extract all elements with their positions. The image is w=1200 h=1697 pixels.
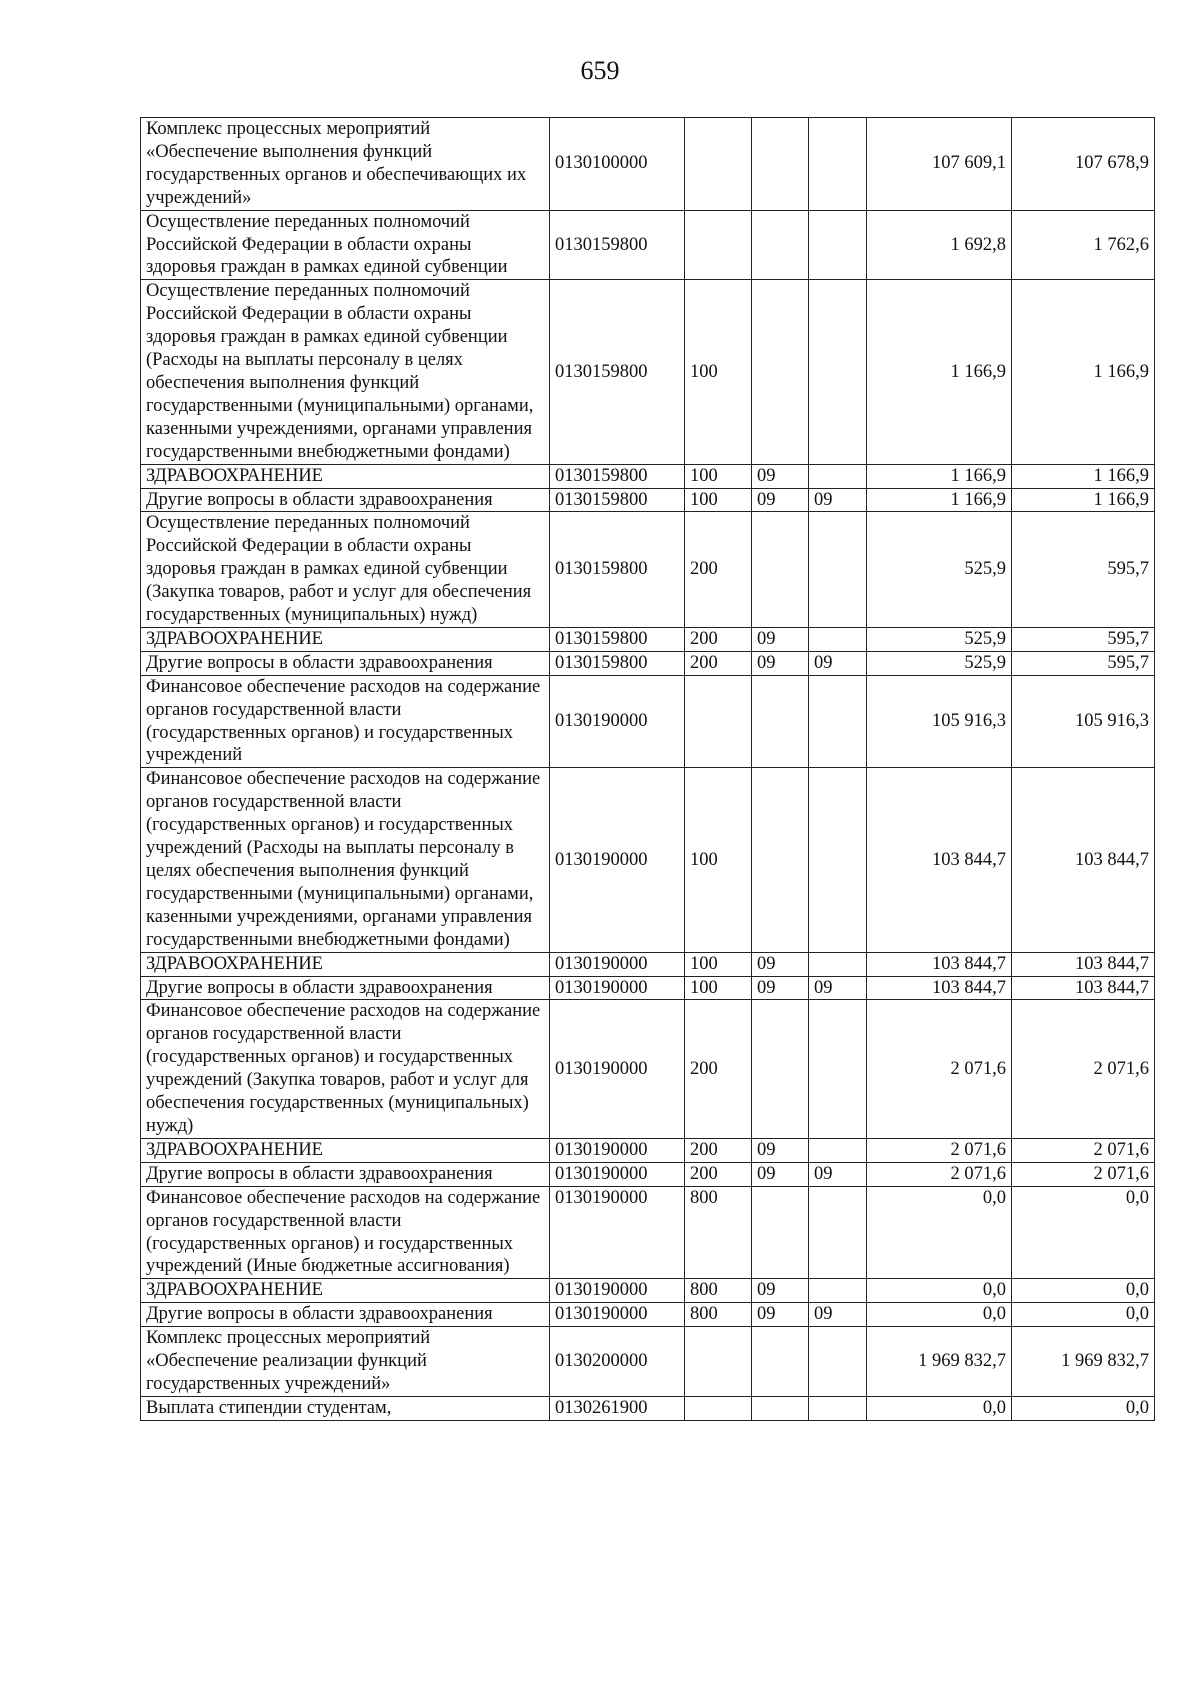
amount-year1-cell: 0,0 (867, 1303, 1012, 1327)
subsection-cell (809, 512, 867, 628)
amount-year1-cell: 1 166,9 (867, 488, 1012, 512)
expense-type-cell: 100 (685, 280, 752, 464)
expense-type-cell: 100 (685, 976, 752, 1000)
amount-year2-cell: 595,7 (1012, 651, 1155, 675)
target-article-cell: 0130159800 (550, 210, 685, 280)
amount-year1-cell: 525,9 (867, 651, 1012, 675)
table-row (141, 1138, 1155, 1162)
row-name-cell: ЗДРАВООХРАНЕНИЕ (141, 952, 550, 976)
amount-year2-cell: 107 678,9 (1012, 118, 1155, 211)
table-row (141, 512, 1155, 628)
amount-year2-cell: 105 916,3 (1012, 675, 1155, 768)
subsection-cell: 09 (809, 651, 867, 675)
amount-year1-cell: 525,9 (867, 627, 1012, 651)
row-name-cell: Финансовое обеспечение расходов на содержание органов государственной власти (государственных органов) и государственных учреждений (Иные бюджетные ассигнования) (141, 1186, 550, 1279)
section-cell: 09 (752, 488, 809, 512)
target-article-cell: 0130190000 (550, 1186, 685, 1279)
row-name-cell: Выплата стипендии студентам, (141, 1396, 550, 1420)
table-row (141, 952, 1155, 976)
subsection-cell (809, 1138, 867, 1162)
target-article-cell: 0130159800 (550, 488, 685, 512)
table-row (141, 464, 1155, 488)
amount-year1-cell: 107 609,1 (867, 118, 1012, 211)
row-name-cell: Осуществление переданных полномочий Российской Федерации в области охраны здоровья граждан в рамках единой субвенции (141, 210, 550, 280)
table-row (141, 675, 1155, 768)
amount-year1-cell: 103 844,7 (867, 768, 1012, 952)
section-cell: 09 (752, 1162, 809, 1186)
amount-year1-cell: 1 166,9 (867, 280, 1012, 464)
section-cell: 09 (752, 1138, 809, 1162)
expense-type-cell: 200 (685, 1138, 752, 1162)
section-cell: 09 (752, 1303, 809, 1327)
row-name-cell: Комплекс процессных мероприятий «Обеспечение выполнения функций государственных органов и обеспечивающих их учреждений» (141, 118, 550, 211)
table-row (141, 280, 1155, 464)
row-name-cell: ЗДРАВООХРАНЕНИЕ (141, 1138, 550, 1162)
amount-year1-cell: 0,0 (867, 1396, 1012, 1420)
subsection-cell: 09 (809, 488, 867, 512)
amount-year2-cell: 595,7 (1012, 512, 1155, 628)
section-cell (752, 768, 809, 952)
amount-year2-cell: 1 969 832,7 (1012, 1327, 1155, 1397)
target-article-cell: 0130190000 (550, 768, 685, 952)
subsection-cell (809, 118, 867, 211)
row-name-cell: Другие вопросы в области здравоохранения (141, 1303, 550, 1327)
subsection-cell (809, 675, 867, 768)
section-cell (752, 1396, 809, 1420)
target-article-cell: 0130159800 (550, 627, 685, 651)
expense-type-cell (685, 675, 752, 768)
row-name-cell: Комплекс процессных мероприятий «Обеспечение реализации функций государственных учреждений» (141, 1327, 550, 1397)
row-name-cell: Финансовое обеспечение расходов на содержание органов государственной власти (государственных органов) и государственных учреждений (Расходы на выплаты персоналу в целях обеспечения выполнения функций государственными (муниципальными) органами, казенными учреждениями, органами управления государственными внебюджетными фондами) (141, 768, 550, 952)
expense-type-cell: 100 (685, 488, 752, 512)
target-article-cell: 0130190000 (550, 1279, 685, 1303)
amount-year1-cell: 2 071,6 (867, 1138, 1012, 1162)
budget-table-body (141, 118, 1155, 1421)
subsection-cell (809, 464, 867, 488)
amount-year2-cell: 2 071,6 (1012, 1000, 1155, 1138)
row-name-cell: ЗДРАВООХРАНЕНИЕ (141, 1279, 550, 1303)
amount-year1-cell: 0,0 (867, 1279, 1012, 1303)
section-cell (752, 1186, 809, 1279)
section-cell: 09 (752, 651, 809, 675)
subsection-cell (809, 280, 867, 464)
section-cell (752, 1327, 809, 1397)
table-row (141, 1279, 1155, 1303)
subsection-cell (809, 1000, 867, 1138)
section-cell (752, 675, 809, 768)
amount-year2-cell: 103 844,7 (1012, 768, 1155, 952)
table-row (141, 1327, 1155, 1397)
row-name-cell: Другие вопросы в области здравоохранения (141, 1162, 550, 1186)
expense-type-cell: 100 (685, 952, 752, 976)
section-cell (752, 1000, 809, 1138)
subsection-cell (809, 1396, 867, 1420)
expense-type-cell (685, 118, 752, 211)
subsection-cell (809, 210, 867, 280)
target-article-cell: 0130159800 (550, 464, 685, 488)
expense-type-cell (685, 1327, 752, 1397)
amount-year1-cell: 525,9 (867, 512, 1012, 628)
target-article-cell: 0130190000 (550, 1303, 685, 1327)
section-cell: 09 (752, 627, 809, 651)
row-name-cell: Финансовое обеспечение расходов на содержание органов государственной власти (государственных органов) и государственных учреждений (Закупка товаров, работ и услуг для обеспечения государственных (муниципальных) нужд) (141, 1000, 550, 1138)
amount-year2-cell: 2 071,6 (1012, 1138, 1155, 1162)
amount-year2-cell: 1 166,9 (1012, 464, 1155, 488)
row-name-cell: Другие вопросы в области здравоохранения (141, 976, 550, 1000)
target-article-cell: 0130190000 (550, 1138, 685, 1162)
table-row (141, 1000, 1155, 1138)
budget-table (140, 117, 1155, 1421)
amount-year2-cell: 2 071,6 (1012, 1162, 1155, 1186)
expense-type-cell: 100 (685, 768, 752, 952)
row-name-cell: Осуществление переданных полномочий Российской Федерации в области охраны здоровья граждан в рамках единой субвенции (Закупка товаров, работ и услуг для обеспечения государственных (муниципальных) нужд) (141, 512, 550, 628)
amount-year1-cell: 103 844,7 (867, 952, 1012, 976)
expense-type-cell: 200 (685, 651, 752, 675)
table-row (141, 1162, 1155, 1186)
table-row (141, 627, 1155, 651)
target-article-cell: 0130190000 (550, 952, 685, 976)
target-article-cell: 0130261900 (550, 1396, 685, 1420)
target-article-cell: 0130159800 (550, 651, 685, 675)
target-article-cell: 0130190000 (550, 1162, 685, 1186)
target-article-cell: 0130100000 (550, 118, 685, 211)
table-row (141, 1186, 1155, 1279)
expense-type-cell: 100 (685, 464, 752, 488)
subsection-cell: 09 (809, 976, 867, 1000)
amount-year1-cell: 2 071,6 (867, 1162, 1012, 1186)
target-article-cell: 0130159800 (550, 512, 685, 628)
row-name-cell: ЗДРАВООХРАНЕНИЕ (141, 464, 550, 488)
subsection-cell (809, 1186, 867, 1279)
row-name-cell: Другие вопросы в области здравоохранения (141, 488, 550, 512)
amount-year2-cell: 0,0 (1012, 1396, 1155, 1420)
amount-year1-cell: 1 166,9 (867, 464, 1012, 488)
target-article-cell: 0130190000 (550, 1000, 685, 1138)
subsection-cell (809, 768, 867, 952)
subsection-cell: 09 (809, 1303, 867, 1327)
section-cell (752, 210, 809, 280)
table-row (141, 488, 1155, 512)
amount-year2-cell: 103 844,7 (1012, 976, 1155, 1000)
expense-type-cell: 200 (685, 627, 752, 651)
amount-year1-cell: 1 692,8 (867, 210, 1012, 280)
amount-year2-cell: 1 166,9 (1012, 280, 1155, 464)
section-cell: 09 (752, 976, 809, 1000)
section-cell (752, 118, 809, 211)
amount-year1-cell: 1 969 832,7 (867, 1327, 1012, 1397)
section-cell: 09 (752, 1279, 809, 1303)
target-article-cell: 0130200000 (550, 1327, 685, 1397)
table-row (141, 1396, 1155, 1420)
target-article-cell: 0130159800 (550, 280, 685, 464)
page-number: 659 (580, 56, 620, 85)
amount-year1-cell: 103 844,7 (867, 976, 1012, 1000)
target-article-cell: 0130190000 (550, 675, 685, 768)
target-article-cell: 0130190000 (550, 976, 685, 1000)
amount-year1-cell: 2 071,6 (867, 1000, 1012, 1138)
expense-type-cell: 200 (685, 1000, 752, 1138)
expense-type-cell: 800 (685, 1279, 752, 1303)
amount-year2-cell: 0,0 (1012, 1303, 1155, 1327)
section-cell: 09 (752, 464, 809, 488)
expense-type-cell (685, 210, 752, 280)
expense-type-cell: 800 (685, 1186, 752, 1279)
subsection-cell (809, 1279, 867, 1303)
amount-year2-cell: 0,0 (1012, 1186, 1155, 1279)
expense-type-cell (685, 1396, 752, 1420)
amount-year1-cell: 0,0 (867, 1186, 1012, 1279)
table-row (141, 118, 1155, 211)
amount-year2-cell: 595,7 (1012, 627, 1155, 651)
amount-year2-cell: 0,0 (1012, 1279, 1155, 1303)
row-name-cell: Другие вопросы в области здравоохранения (141, 651, 550, 675)
subsection-cell (809, 627, 867, 651)
amount-year2-cell: 1 762,6 (1012, 210, 1155, 280)
amount-year2-cell: 103 844,7 (1012, 952, 1155, 976)
amount-year2-cell: 1 166,9 (1012, 488, 1155, 512)
table-row (141, 210, 1155, 280)
table-row (141, 1303, 1155, 1327)
expense-type-cell: 800 (685, 1303, 752, 1327)
subsection-cell: 09 (809, 1162, 867, 1186)
expense-type-cell: 200 (685, 1162, 752, 1186)
section-cell (752, 512, 809, 628)
row-name-cell: ЗДРАВООХРАНЕНИЕ (141, 627, 550, 651)
table-row (141, 768, 1155, 952)
row-name-cell: Финансовое обеспечение расходов на содержание органов государственной власти (государственных органов) и государственных учреждений (141, 675, 550, 768)
amount-year1-cell: 105 916,3 (867, 675, 1012, 768)
subsection-cell (809, 952, 867, 976)
section-cell: 09 (752, 952, 809, 976)
row-name-cell: Осуществление переданных полномочий Российской Федерации в области охраны здоровья граждан в рамках единой субвенции (Расходы на выплаты персоналу в целях обеспечения выполнения функций государственными (муниципальными) органами, казенными учреждениями, органами управления государственными внебюджетными фондами) (141, 280, 550, 464)
section-cell (752, 280, 809, 464)
table-row (141, 976, 1155, 1000)
expense-type-cell: 200 (685, 512, 752, 628)
table-row (141, 651, 1155, 675)
subsection-cell (809, 1327, 867, 1397)
